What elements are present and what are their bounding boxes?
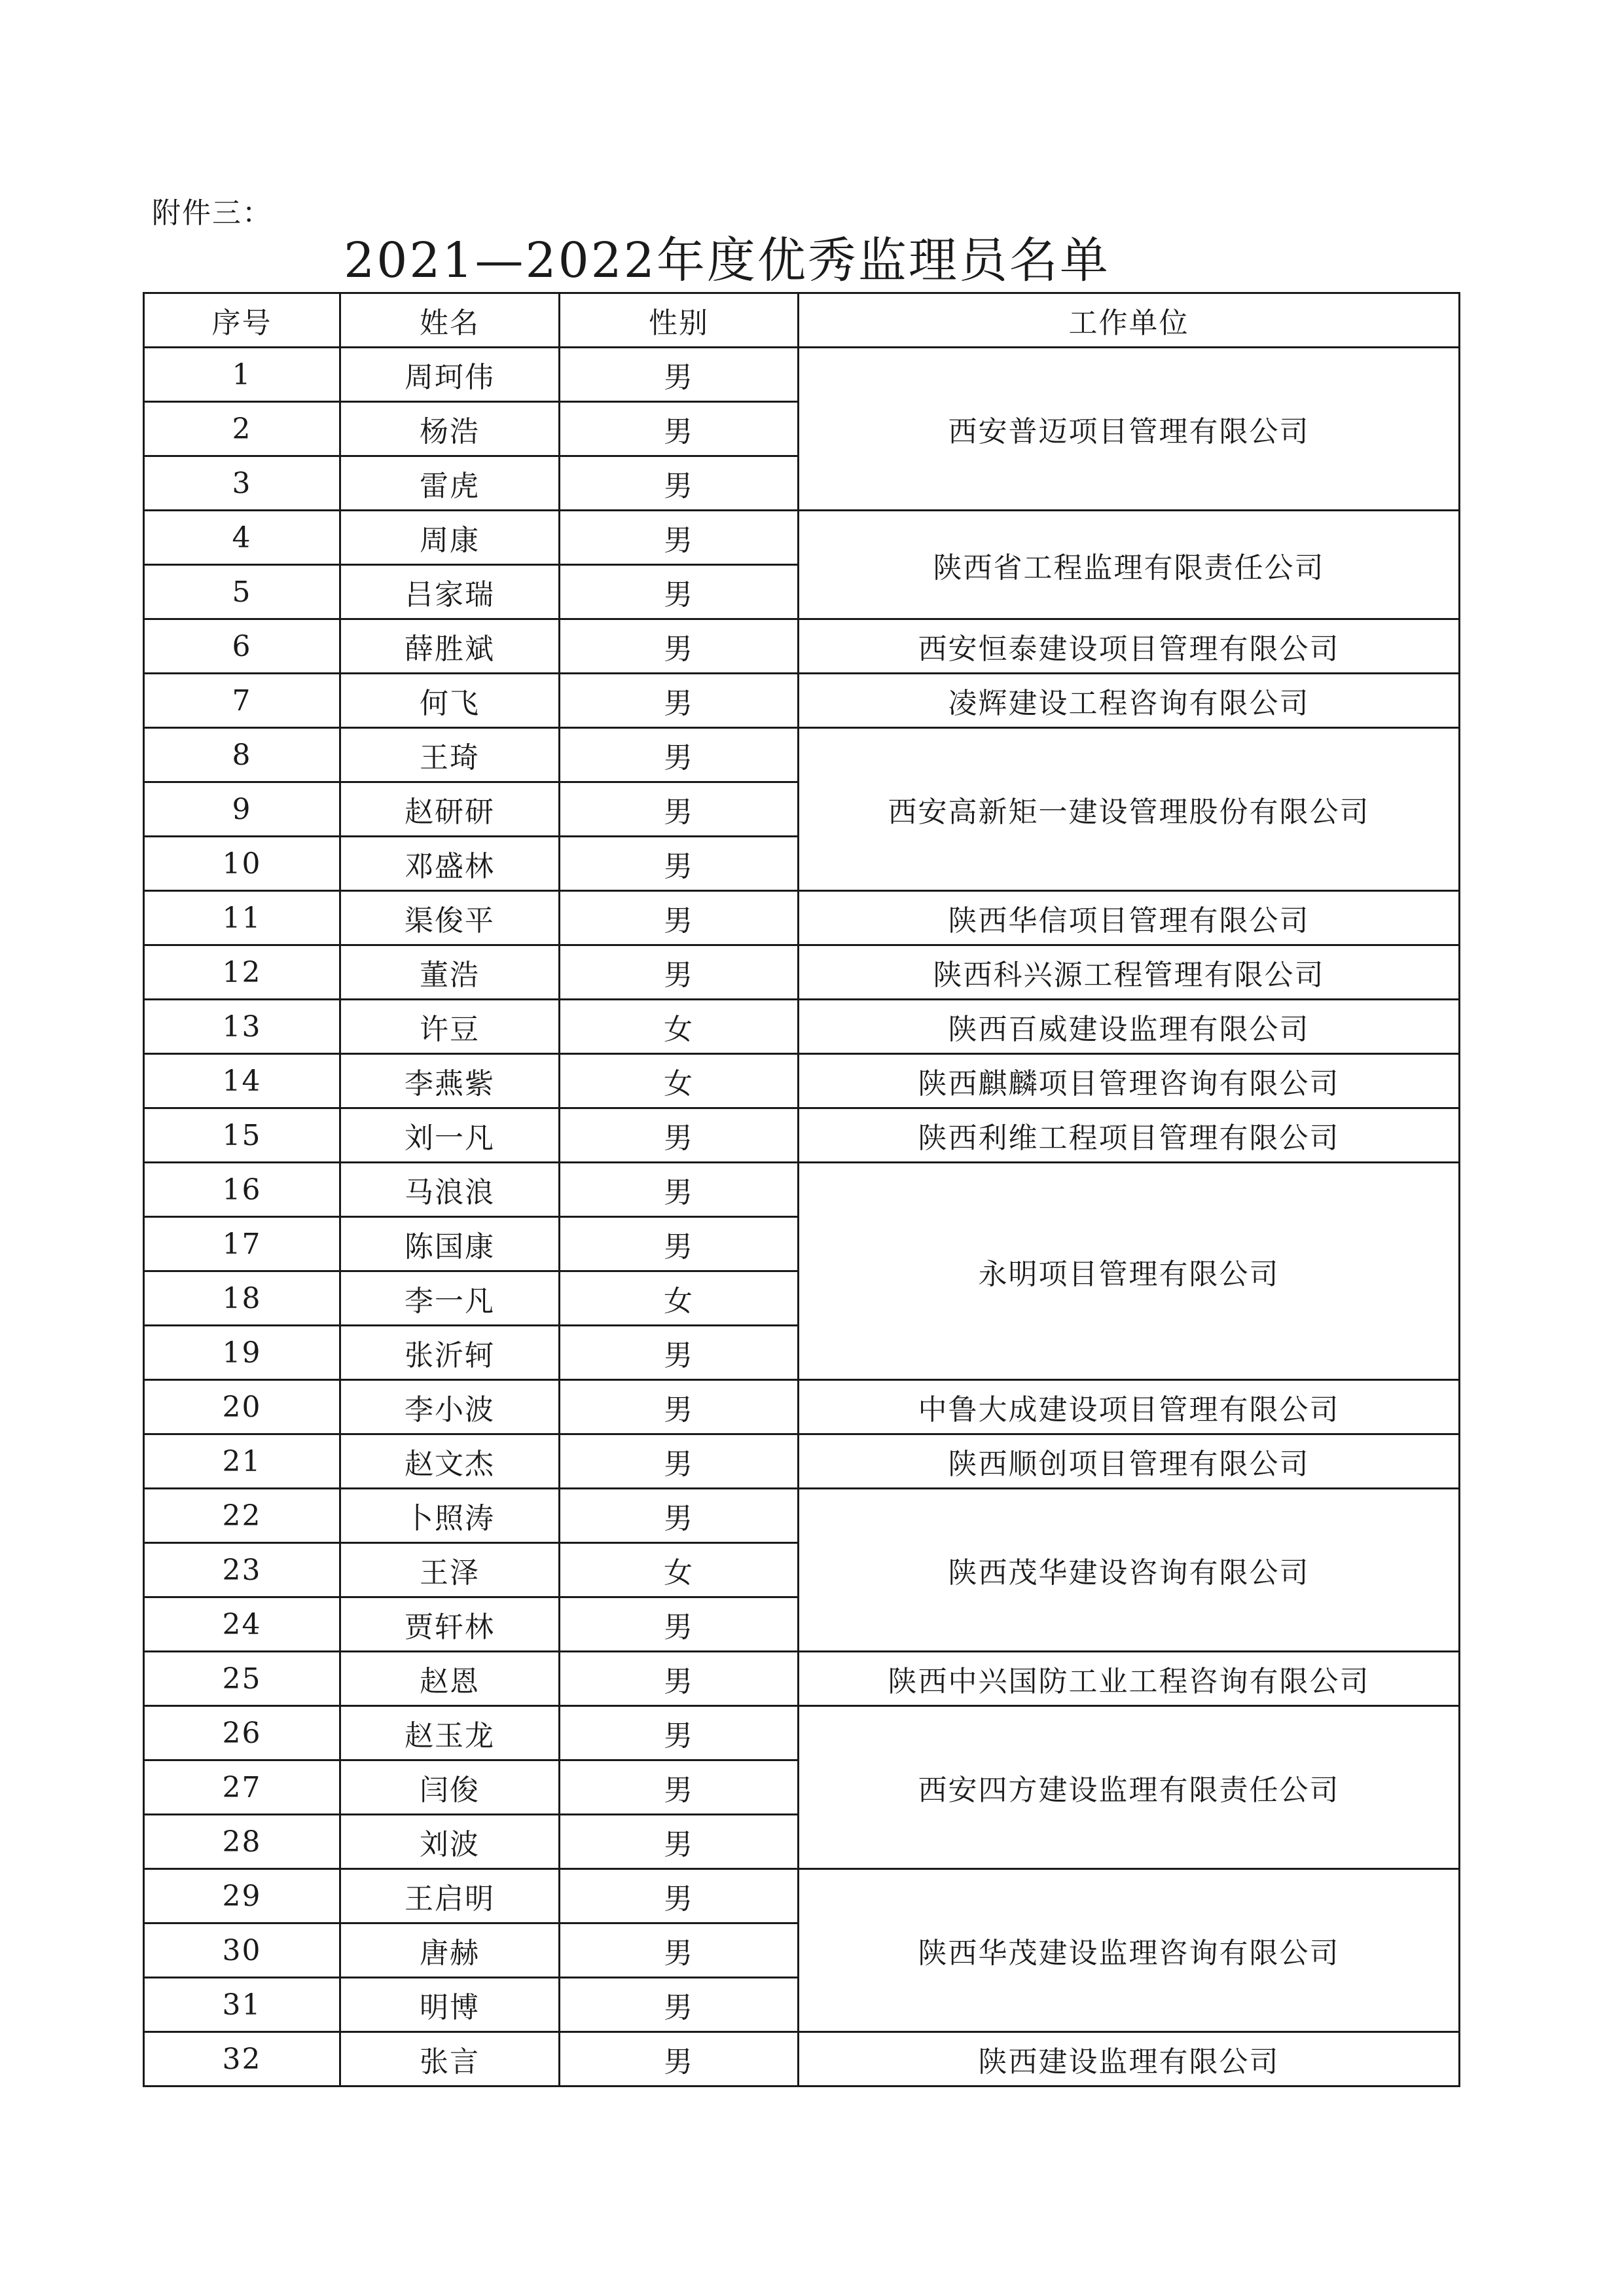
cell-gender: 男 bbox=[560, 456, 799, 511]
table-row bbox=[144, 1000, 1460, 1054]
cell-gender: 男 bbox=[560, 1434, 799, 1489]
cell-seq: 26 bbox=[144, 1706, 340, 1760]
roster-body bbox=[144, 348, 1460, 2086]
cell-gender: 男 bbox=[560, 945, 799, 1000]
cell-seq: 16 bbox=[144, 1163, 340, 1217]
cell-unit: 陕西麒麟项目管理咨询有限公司 bbox=[799, 1054, 1460, 1108]
header-name: 姓名 bbox=[340, 293, 560, 348]
cell-unit: 陕西茂华建设咨询有限公司 bbox=[799, 1489, 1460, 1652]
cell-gender: 女 bbox=[560, 1271, 799, 1326]
cell-name: 闫俊 bbox=[340, 1760, 560, 1815]
cell-name: 张言 bbox=[340, 2032, 560, 2086]
cell-gender: 女 bbox=[560, 1000, 799, 1054]
cell-name: 何飞 bbox=[340, 674, 560, 728]
cell-name: 刘波 bbox=[340, 1815, 560, 1869]
cell-name: 李一凡 bbox=[340, 1271, 560, 1326]
cell-name: 李小波 bbox=[340, 1380, 560, 1434]
cell-gender: 男 bbox=[560, 1217, 799, 1271]
cell-unit: 西安高新矩一建设管理股份有限公司 bbox=[799, 728, 1460, 891]
cell-name: 卜照涛 bbox=[340, 1489, 560, 1543]
cell-gender: 男 bbox=[560, 619, 799, 674]
cell-name: 刘一凡 bbox=[340, 1108, 560, 1163]
cell-gender: 男 bbox=[560, 837, 799, 891]
cell-name: 赵研研 bbox=[340, 782, 560, 837]
table-row bbox=[144, 1652, 1460, 1706]
cell-seq: 9 bbox=[144, 782, 340, 837]
cell-seq: 25 bbox=[144, 1652, 340, 1706]
cell-name: 邓盛林 bbox=[340, 837, 560, 891]
cell-seq: 21 bbox=[144, 1434, 340, 1489]
cell-name: 王琦 bbox=[340, 728, 560, 782]
cell-gender: 男 bbox=[560, 2032, 799, 2086]
cell-seq: 24 bbox=[144, 1597, 340, 1652]
table-row bbox=[144, 674, 1460, 728]
cell-unit: 陕西利维工程项目管理有限公司 bbox=[799, 1108, 1460, 1163]
cell-name: 明博 bbox=[340, 1978, 560, 2032]
cell-name: 贾轩林 bbox=[340, 1597, 560, 1652]
cell-unit: 陕西省工程监理有限责任公司 bbox=[799, 511, 1460, 619]
table-row bbox=[144, 1380, 1460, 1434]
cell-gender: 男 bbox=[560, 1869, 799, 1923]
table-row bbox=[144, 1706, 1460, 1760]
cell-seq: 23 bbox=[144, 1543, 340, 1597]
cell-name: 王启明 bbox=[340, 1869, 560, 1923]
cell-name: 唐赫 bbox=[340, 1923, 560, 1978]
cell-unit: 西安普迈项目管理有限公司 bbox=[799, 348, 1460, 511]
cell-gender: 男 bbox=[560, 348, 799, 402]
cell-name: 赵文杰 bbox=[340, 1434, 560, 1489]
cell-gender: 男 bbox=[560, 1597, 799, 1652]
cell-seq: 10 bbox=[144, 837, 340, 891]
cell-gender: 女 bbox=[560, 1543, 799, 1597]
cell-unit: 西安四方建设监理有限责任公司 bbox=[799, 1706, 1460, 1869]
cell-gender: 男 bbox=[560, 565, 799, 619]
cell-unit: 西安恒泰建设项目管理有限公司 bbox=[799, 619, 1460, 674]
cell-gender: 男 bbox=[560, 1108, 799, 1163]
cell-seq: 32 bbox=[144, 2032, 340, 2086]
cell-seq: 17 bbox=[144, 1217, 340, 1271]
table-row bbox=[144, 1434, 1460, 1489]
cell-seq: 13 bbox=[144, 1000, 340, 1054]
cell-seq: 28 bbox=[144, 1815, 340, 1869]
cell-seq: 11 bbox=[144, 891, 340, 945]
cell-name: 王泽 bbox=[340, 1543, 560, 1597]
table-row bbox=[144, 1163, 1460, 1217]
cell-seq: 8 bbox=[144, 728, 340, 782]
attachment-label: 附件三： bbox=[152, 196, 272, 230]
cell-gender: 男 bbox=[560, 782, 799, 837]
cell-seq: 27 bbox=[144, 1760, 340, 1815]
cell-name: 赵玉龙 bbox=[340, 1706, 560, 1760]
cell-gender: 男 bbox=[560, 402, 799, 456]
cell-gender: 男 bbox=[560, 1163, 799, 1217]
cell-name: 董浩 bbox=[340, 945, 560, 1000]
table-row bbox=[144, 619, 1460, 674]
table-row bbox=[144, 1108, 1460, 1163]
cell-name: 薛胜斌 bbox=[340, 619, 560, 674]
cell-gender: 男 bbox=[560, 1978, 799, 2032]
cell-unit: 凌辉建设工程咨询有限公司 bbox=[799, 674, 1460, 728]
cell-name: 李燕紫 bbox=[340, 1054, 560, 1108]
cell-gender: 女 bbox=[560, 1054, 799, 1108]
document-title: 2021—2022年度优秀监理员名单 bbox=[344, 232, 1110, 289]
cell-seq: 30 bbox=[144, 1923, 340, 1978]
cell-seq: 7 bbox=[144, 674, 340, 728]
cell-name: 吕家瑞 bbox=[340, 565, 560, 619]
cell-name: 周珂伟 bbox=[340, 348, 560, 402]
cell-name: 赵恩 bbox=[340, 1652, 560, 1706]
cell-seq: 1 bbox=[144, 348, 340, 402]
cell-seq: 14 bbox=[144, 1054, 340, 1108]
cell-name: 渠俊平 bbox=[340, 891, 560, 945]
table-row bbox=[144, 348, 1460, 402]
table-row bbox=[144, 511, 1460, 565]
cell-seq: 20 bbox=[144, 1380, 340, 1434]
cell-seq: 31 bbox=[144, 1978, 340, 2032]
cell-gender: 男 bbox=[560, 1380, 799, 1434]
roster-table bbox=[143, 292, 1460, 2087]
table-row bbox=[144, 891, 1460, 945]
cell-seq: 15 bbox=[144, 1108, 340, 1163]
roster-header bbox=[144, 293, 1460, 348]
cell-gender: 男 bbox=[560, 1652, 799, 1706]
header-unit: 工作单位 bbox=[799, 293, 1460, 348]
table-row bbox=[144, 1869, 1460, 1923]
cell-unit: 陕西华信项目管理有限公司 bbox=[799, 891, 1460, 945]
cell-seq: 29 bbox=[144, 1869, 340, 1923]
table-row bbox=[144, 1489, 1460, 1543]
cell-name: 张沂轲 bbox=[340, 1326, 560, 1380]
cell-name: 杨浩 bbox=[340, 402, 560, 456]
cell-seq: 18 bbox=[144, 1271, 340, 1326]
cell-seq: 22 bbox=[144, 1489, 340, 1543]
cell-seq: 4 bbox=[144, 511, 340, 565]
cell-name: 周康 bbox=[340, 511, 560, 565]
cell-name: 马浪浪 bbox=[340, 1163, 560, 1217]
table-row bbox=[144, 1054, 1460, 1108]
cell-unit: 陕西百威建设监理有限公司 bbox=[799, 1000, 1460, 1054]
cell-gender: 男 bbox=[560, 674, 799, 728]
cell-name: 雷虎 bbox=[340, 456, 560, 511]
cell-gender: 男 bbox=[560, 891, 799, 945]
cell-gender: 男 bbox=[560, 1760, 799, 1815]
cell-unit: 永明项目管理有限公司 bbox=[799, 1163, 1460, 1380]
header-seq: 序号 bbox=[144, 293, 340, 348]
cell-unit: 陕西顺创项目管理有限公司 bbox=[799, 1434, 1460, 1489]
cell-gender: 男 bbox=[560, 511, 799, 565]
cell-gender: 男 bbox=[560, 1489, 799, 1543]
header-gender: 性别 bbox=[560, 293, 799, 348]
cell-unit: 陕西建设监理有限公司 bbox=[799, 2032, 1460, 2086]
cell-seq: 2 bbox=[144, 402, 340, 456]
cell-gender: 男 bbox=[560, 1706, 799, 1760]
header-row bbox=[144, 293, 1460, 348]
cell-unit: 陕西科兴源工程管理有限公司 bbox=[799, 945, 1460, 1000]
cell-seq: 6 bbox=[144, 619, 340, 674]
cell-seq: 5 bbox=[144, 565, 340, 619]
cell-gender: 男 bbox=[560, 1326, 799, 1380]
table-row bbox=[144, 728, 1460, 782]
cell-name: 陈国康 bbox=[340, 1217, 560, 1271]
cell-gender: 男 bbox=[560, 728, 799, 782]
cell-unit: 陕西中兴国防工业工程咨询有限公司 bbox=[799, 1652, 1460, 1706]
cell-seq: 19 bbox=[144, 1326, 340, 1380]
cell-gender: 男 bbox=[560, 1923, 799, 1978]
table-row bbox=[144, 945, 1460, 1000]
cell-name: 许豆 bbox=[340, 1000, 560, 1054]
cell-unit: 陕西华茂建设监理咨询有限公司 bbox=[799, 1869, 1460, 2032]
cell-unit: 中鲁大成建设项目管理有限公司 bbox=[799, 1380, 1460, 1434]
table-row bbox=[144, 2032, 1460, 2086]
cell-seq: 12 bbox=[144, 945, 340, 1000]
cell-seq: 3 bbox=[144, 456, 340, 511]
cell-gender: 男 bbox=[560, 1815, 799, 1869]
